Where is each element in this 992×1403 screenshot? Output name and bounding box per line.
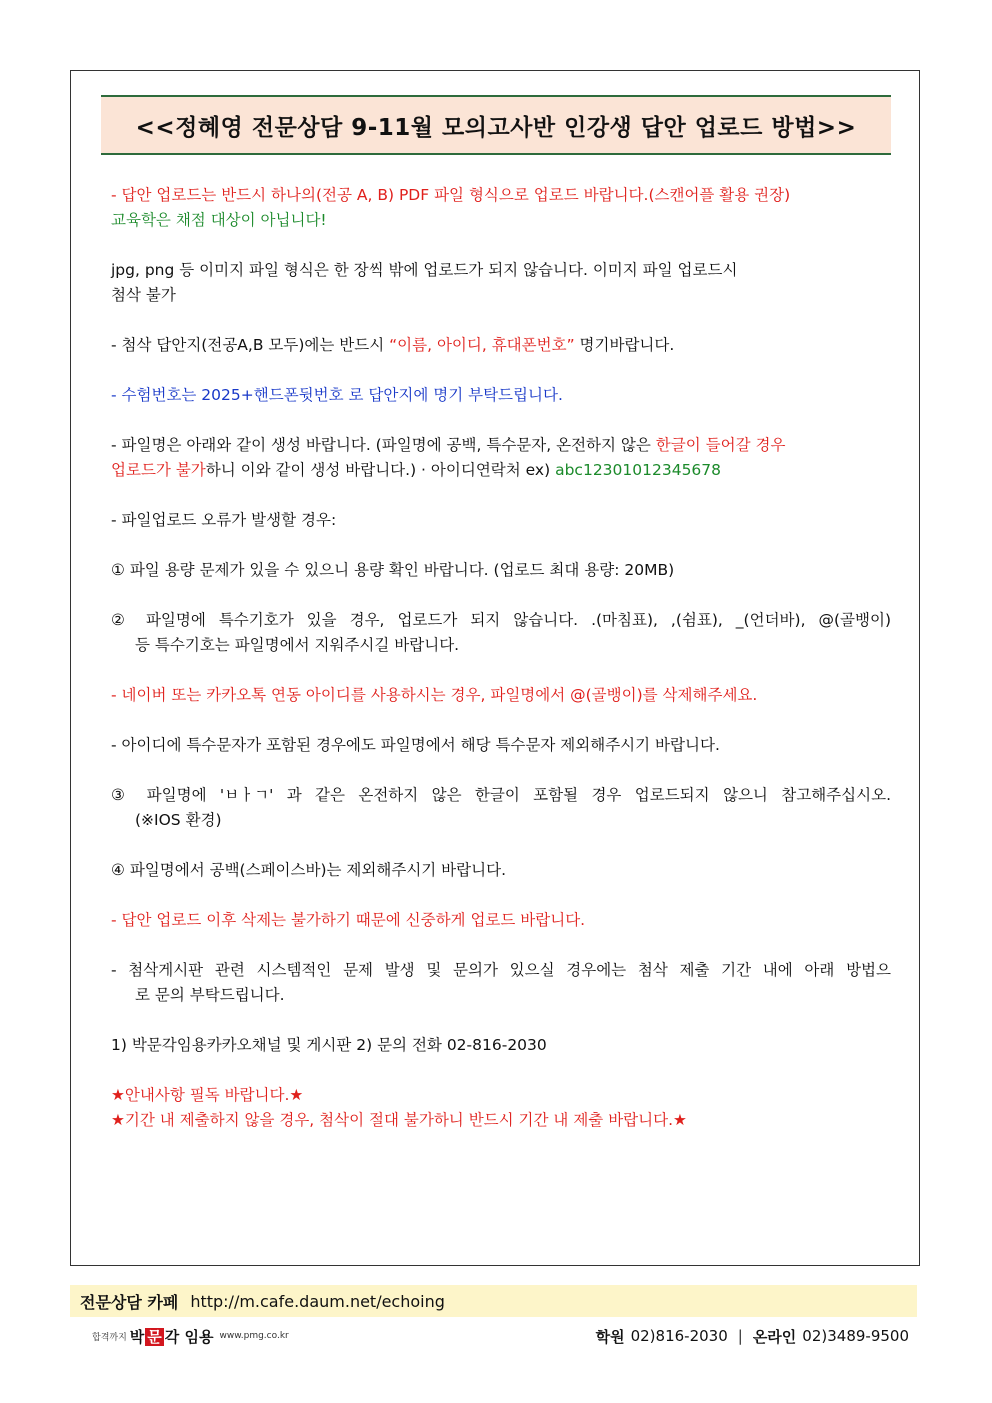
line-image-upload-cont: 첨삭 불가 bbox=[111, 286, 176, 304]
line-upload-error: - 파일업로드 오류가 발생할 경우: bbox=[111, 511, 337, 529]
line-no-delete: - 답안 업로드 이후 삭제는 불가하기 때문에 신중하게 업로드 바랍니다. bbox=[111, 911, 586, 929]
page-title: <<정혜영 전문상담 9-11월 모의고사반 인강생 답안 업로드 방법>> bbox=[101, 95, 891, 155]
line-item-2-cont: 등 특수기호는 파일명에서 지워주시길 바랍니다. bbox=[135, 636, 460, 654]
text: 하니 이와 같이 생성 바랍니다.) · 아이디연락처 ex) bbox=[205, 461, 556, 479]
text: - 파일명은 아래와 같이 생성 바랍니다. (파일명에 공백, 특수문자, 온전하지 않은 bbox=[111, 436, 656, 454]
line-item-3: ③ 파일명에 'ㅂㅏㄱ' 과 같은 온전하지 않은 한글이 포함될 경우 업로드되지 않으니 참고해주십시오. bbox=[111, 786, 891, 804]
text: - 첨삭 답안지(전공A,B 모두)에는 반드시 bbox=[111, 336, 390, 354]
line-contact-info-cont: 로 문의 부탁드립니다. bbox=[135, 986, 285, 1004]
logo-site: www.pmg.co.kr bbox=[219, 1331, 289, 1341]
line-answer-sheet bbox=[111, 333, 891, 358]
line-notice-deadline: ★기간 내 제출하지 않을 경우, 첨삭이 절대 불가하니 반드시 기간 내 제출 바랍니다.★ bbox=[111, 1111, 687, 1129]
footer bbox=[70, 1322, 917, 1350]
cafe-url-link[interactable]: http://m.cafe.daum.net/echoing bbox=[190, 1291, 445, 1311]
line-filename-rule-cont bbox=[111, 458, 891, 483]
logo-prefix: 합격까지 bbox=[92, 1332, 127, 1343]
contact-phones bbox=[596, 1326, 909, 1347]
line-item-3-cont: (※IOS 환경) bbox=[135, 811, 222, 829]
line-contact-info: - 첨삭게시판 관련 시스템적인 문제 발생 및 문의가 있으실 경우에는 첨삭 제출 기간 내에 아래 방법으 bbox=[111, 961, 891, 979]
instructions-body bbox=[111, 183, 891, 1133]
cafe-banner bbox=[70, 1285, 917, 1317]
logo-brand-part: 박 bbox=[129, 1327, 145, 1346]
academy-label: 학원 bbox=[595, 1327, 625, 1346]
highlight-upload-fail: 업로드가 불가 bbox=[111, 461, 206, 479]
line-image-upload: jpg, png 등 이미지 파일 형식은 한 장씩 밖에 업로드가 되지 않습니다. 이미지 파일 업로드시 bbox=[111, 261, 738, 279]
filename-example: abc12301012345678 bbox=[555, 461, 722, 479]
line-education-not-graded: 교육학은 채점 대상이 아닙니다! bbox=[111, 211, 327, 229]
line-exam-number: - 수험번호는 2025+핸드폰뒷번호 로 답안지에 명기 부탁드립니다. bbox=[111, 386, 563, 404]
line-item-4: ④ 파일명에서 공백(스페이스바)는 제외해주시기 바랍니다. bbox=[111, 861, 507, 879]
brand-logo bbox=[92, 1326, 289, 1347]
line-id-special-chars: - 아이디에 특수문자가 포함된 경우에도 파일명에서 해당 특수문자 제외해주시기 바랍니다. bbox=[111, 736, 720, 754]
highlight-korean: 한글이 들어갈 경우 bbox=[655, 436, 786, 454]
document-frame bbox=[70, 70, 920, 1266]
online-label: 온라인 bbox=[752, 1327, 797, 1346]
logo-brand-part: 문 bbox=[147, 1327, 162, 1346]
line-contact-methods: 1) 박문각임용카카오채널 및 게시판 2) 문의 전화 02-816-2030 bbox=[111, 1036, 547, 1054]
online-phone: 02)3489-9500 bbox=[802, 1327, 909, 1345]
line-filename-rule bbox=[111, 433, 891, 458]
cafe-label: 전문상담 카페 bbox=[80, 1292, 179, 1312]
line-pdf-format: - 답안 업로드는 반드시 하나의(전공 A, B) PDF 파일 형식으로 업로드 바랍니다.(스캔어플 활용 권장) bbox=[111, 186, 791, 204]
logo-brand bbox=[130, 1326, 214, 1347]
highlight-required-info: “이름, 아이디, 휴대폰번호” bbox=[389, 336, 575, 354]
logo-brand-part: 각 임용 bbox=[164, 1327, 214, 1346]
line-naver-kakao: - 네이버 또는 카카오톡 연동 아이디를 사용하시는 경우, 파일명에서 @(골뱅이)를 삭제해주세요. bbox=[111, 686, 758, 704]
line-notice-must-read: ★안내사항 필독 바랍니다.★ bbox=[111, 1086, 304, 1104]
line-item-2: ② 파일명에 특수기호가 있을 경우, 업로드가 되지 않습니다. .(마침표), ,(쉼표), _(언더바), @(골뱅이) bbox=[111, 611, 891, 629]
line-item-1: ① 파일 용량 문제가 있을 수 있으니 용량 확인 바랍니다. (업로드 최대 용량: 20MB) bbox=[111, 561, 675, 579]
text: 명기바랍니다. bbox=[574, 336, 675, 354]
academy-phone: 02)816-2030 bbox=[630, 1327, 728, 1345]
separator: | bbox=[737, 1327, 743, 1345]
